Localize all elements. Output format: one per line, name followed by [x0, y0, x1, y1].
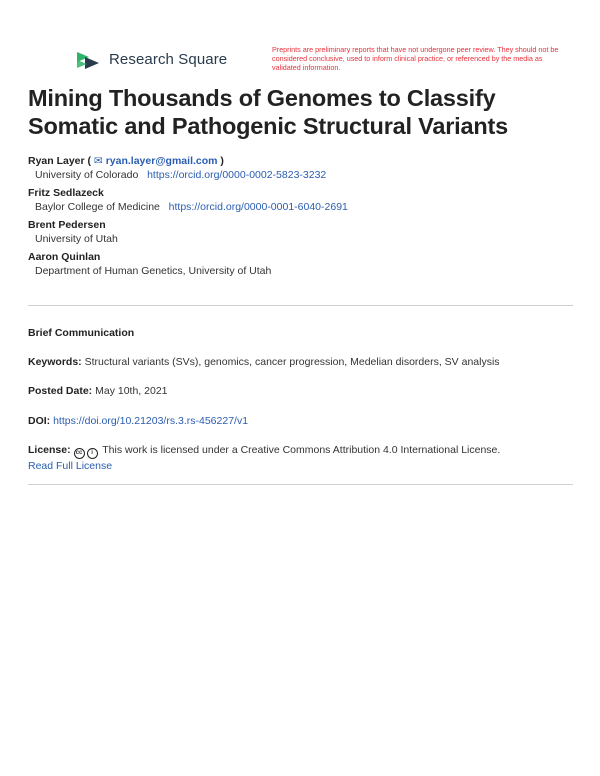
author-entry — [28, 250, 573, 278]
author-entry: Ryan Layer ( ✉ ryan.layer@gmail.com ) University of Colorado https://orcid.org/0000-0002-5823-3232 — [28, 155, 327, 181]
divider — [28, 484, 573, 485]
by-attribution-icon: i — [87, 448, 98, 459]
preprint-disclaimer: Preprints are preliminary reports that have not undergone peer review. They should not be considered conclusive, used to inform clinical practice, or referenced by the media as validated information. — [272, 45, 559, 72]
orcid-link[interactable]: https://orcid.org/0000-0002-5823-3232 — [147, 169, 327, 181]
author-affiliation: University of Colorado — [35, 169, 139, 181]
license-row — [28, 443, 573, 473]
author-name: Aaron Quinlan — [28, 251, 101, 263]
paper-title: Mining Thousands of Genomes to Classify Somatic and Pathogenic Structural Variants — [28, 85, 509, 139]
author-affiliation: Department of Human Genetics, University of Utah — [35, 265, 272, 277]
author-list — [28, 154, 573, 282]
research-square-logo — [75, 48, 227, 70]
license-text: This work is licensed under a Creative Commons Attribution 4.0 International License. — [102, 444, 501, 456]
article-type: Brief Communication — [28, 327, 135, 339]
author-affiliation: Baylor College of Medicine — [35, 201, 160, 213]
posted-date-row — [28, 384, 573, 398]
read-full-license-link[interactable]: Read Full License — [28, 460, 113, 472]
orcid-link[interactable]: https://orcid.org/0000-0001-6040-2691 — [168, 201, 348, 213]
doi-label: DOI: — [28, 415, 51, 427]
divider — [28, 305, 573, 306]
posted-date-label: Posted Date: — [28, 385, 93, 397]
author-entry — [28, 218, 573, 246]
keywords-value: Structural variants (SVs), genomics, cancer progression, Medelian disorders, SV analysis — [84, 356, 500, 368]
doi-row — [28, 414, 573, 428]
license-label: License: — [28, 444, 71, 456]
posted-date-value: May 10th, 2021 — [95, 385, 168, 397]
author-name: Brent Pedersen — [28, 219, 106, 231]
research-square-logo-icon — [75, 48, 101, 70]
author-affiliation: University of Utah — [35, 233, 118, 245]
logo-wordmark: Research Square — [109, 50, 228, 68]
keywords-label: Keywords: — [28, 356, 82, 368]
keywords-row — [28, 355, 573, 369]
author-name: Fritz Sedlazeck — [28, 187, 104, 199]
author-email-link[interactable]: ryan.layer@gmail.com — [105, 155, 218, 167]
mail-icon: ✉ — [93, 155, 103, 167]
author-name: Ryan Layer — [28, 155, 85, 167]
author-entry — [28, 186, 573, 214]
doi-link[interactable]: https://doi.org/10.21203/rs.3.rs-456227/v1 — [53, 415, 249, 427]
cc-icon: cc — [74, 448, 85, 459]
